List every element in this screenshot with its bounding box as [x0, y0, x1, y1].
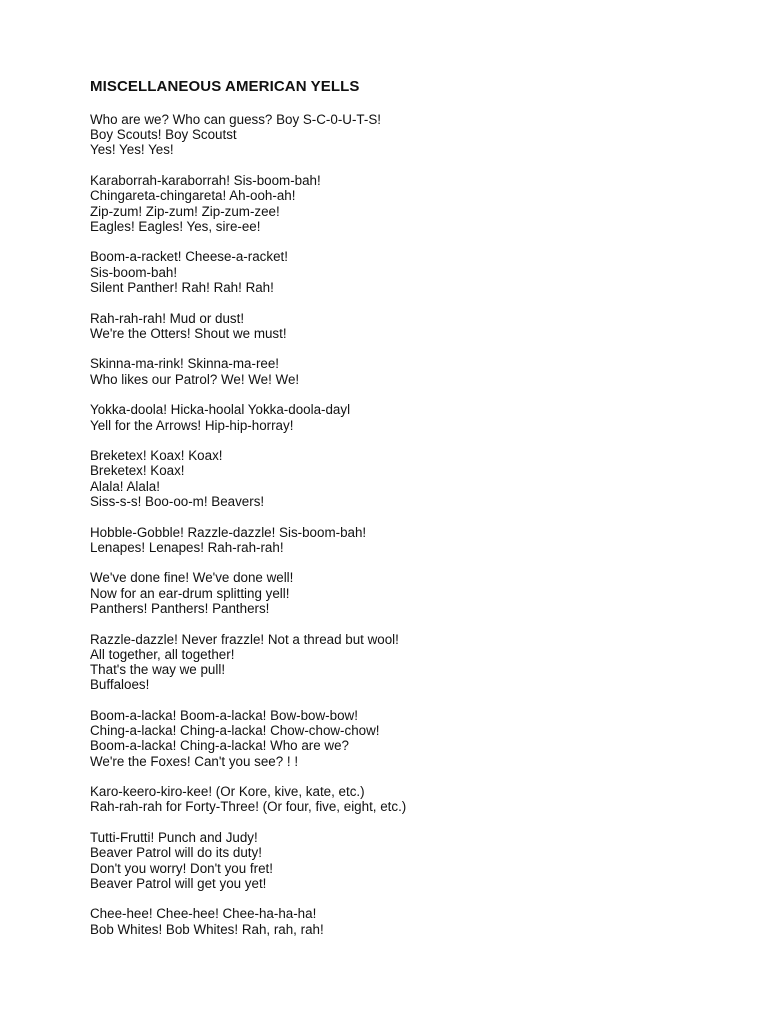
yell-stanza: [90, 249, 730, 295]
yell-line: Boy Scouts! Boy Scoutst: [90, 127, 237, 143]
yell-line: Chingareta-chingareta! Ah-ooh-ah!: [90, 188, 296, 204]
yell-stanza: [90, 112, 730, 158]
yell-line: Yes! Yes! Yes!: [90, 142, 174, 158]
yell-line: Bob Whites! Bob Whites! Rah, rah, rah!: [90, 921, 324, 937]
yell-line: We've done fine! We've done well!: [90, 570, 294, 586]
yell-line: Zip-zum! Zip-zum! Zip-zum-zee!: [90, 203, 280, 219]
yell-line: Who likes our Patrol? We! We! We!: [90, 371, 300, 387]
document-page: [90, 78, 730, 952]
yell-line: Alala! Alala!: [90, 478, 160, 494]
yell-line: Beaver Patrol will do its duty!: [90, 845, 262, 861]
yell-line: Breketex! Koax!: [90, 463, 185, 479]
yell-stanza: [90, 525, 730, 555]
yell-stanza: [90, 311, 730, 341]
yell-stanza: [90, 830, 730, 891]
document-title: MISCELLANEOUS AMERICAN YELLS: [90, 78, 360, 95]
yell-line: Panthers! Panthers! Panthers!: [90, 600, 270, 616]
yell-line: Lenapes! Lenapes! Rah-rah-rah!: [90, 539, 284, 555]
yell-stanza: [90, 784, 730, 814]
yell-line: Hobble-Gobble! Razzle-dazzle! Sis-boom-bah!: [90, 524, 367, 540]
yell-line: Rah-rah-rah! Mud or dust!: [90, 310, 245, 326]
yell-line: Don't you worry! Don't you fret!: [90, 860, 273, 876]
yell-line: Eagles! Eagles! Yes, sire-ee!: [90, 218, 261, 234]
yell-stanza: [90, 173, 730, 234]
yell-stanza: [90, 448, 730, 509]
yell-line: Sis-boom-bah!: [90, 264, 178, 280]
yell-line: Who are we? Who can guess? Boy S-C-0-U-T-S!: [90, 112, 381, 127]
yell-line: That's the way we pull!: [90, 661, 226, 677]
yell-line: Siss-s-s! Boo-oo-m! Beavers!: [90, 493, 265, 509]
yell-line: Razzle-dazzle! Never frazzle! Not a thread but wool!: [90, 631, 399, 647]
yell-line: Chee-hee! Chee-hee! Chee-ha-ha-ha!: [90, 906, 317, 922]
yell-line: Breketex! Koax! Koax!: [90, 448, 223, 464]
yell-line: Boom-a-racket! Cheese-a-racket!: [90, 249, 288, 265]
yell-line: Yell for the Arrows! Hip-hip-horray!: [90, 417, 294, 433]
yell-stanza: [90, 356, 730, 386]
yell-line: Ching-a-lacka! Ching-a-lacka! Chow-chow-chow!: [90, 723, 380, 739]
yell-stanza: [90, 570, 730, 616]
yell-line: Boom-a-lacka! Boom-a-lacka! Bow-bow-bow!: [90, 707, 358, 723]
yell-line: Karo-keero-kiro-kee! (Or Kore, kive, kate, etc.): [90, 784, 365, 800]
yell-line: We're the Otters! Shout we must!: [90, 325, 287, 341]
yell-line: Karaborrah-karaborrah! Sis-boom-bah!: [90, 173, 321, 189]
yell-stanza: [90, 708, 730, 769]
yell-line: Yokka-doola! Hicka-hoolal Yokka-doola-dayl: [90, 402, 351, 418]
yell-line: Boom-a-lacka! Ching-a-lacka! Who are we?: [90, 738, 349, 754]
yell-line: Beaver Patrol will get you yet!: [90, 875, 267, 891]
yell-line: We're the Foxes! Can't you see? ! !: [90, 753, 299, 769]
yell-line: Skinna-ma-rink! Skinna-ma-ree!: [90, 356, 280, 372]
yell-stanza: [90, 402, 730, 432]
yell-line: Silent Panther! Rah! Rah! Rah!: [90, 279, 274, 295]
yell-line: Now for an ear-drum splitting yell!: [90, 585, 290, 601]
yell-stanza: [90, 632, 730, 693]
yells-list: [90, 112, 730, 937]
yell-line: All together, all together!: [90, 646, 235, 662]
yell-line: Tutti-Frutti! Punch and Judy!: [90, 830, 258, 846]
yell-stanza: [90, 906, 730, 936]
yell-line: Rah-rah-rah for Forty-Three! (Or four, five, eight, etc.): [90, 799, 407, 815]
yell-line: Buffaloes!: [90, 677, 150, 693]
